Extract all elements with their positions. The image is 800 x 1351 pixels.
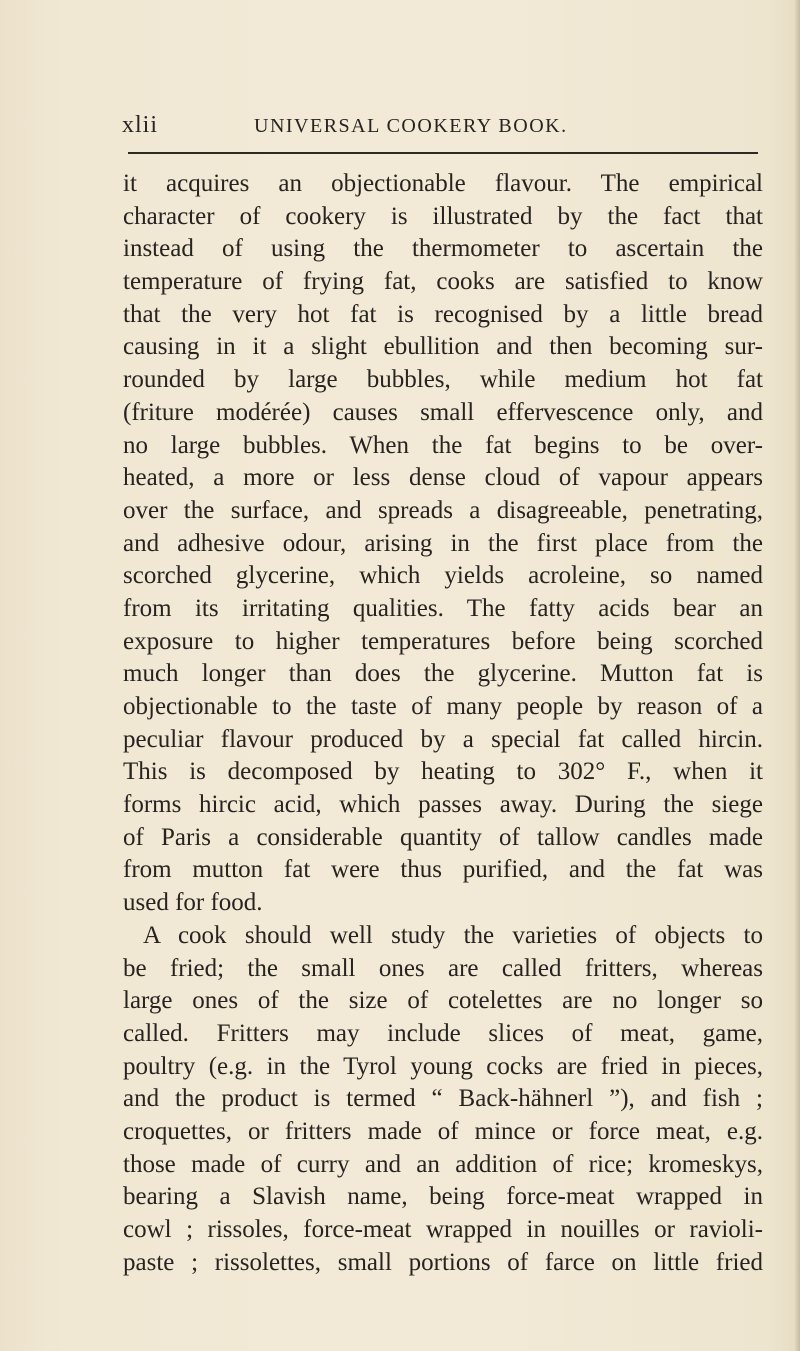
text-line: and the product is termed “ Back-hähnerl ”), and fish ; [123, 1085, 763, 1113]
text-line: called. Fritters may include slices of meat, game, [123, 1019, 763, 1047]
text-line: scorched glycerine, which yields acroleine, so named [123, 562, 763, 590]
header-rule [128, 152, 758, 154]
text-line: rounded by large bubbles, while medium hot fat [123, 366, 763, 394]
text-line: over the surface, and spreads a disagreeable, penetrating, [123, 496, 763, 524]
text-line: from its irritating qualities. The fatty acids bear an [123, 594, 763, 622]
text-line: paste ; rissolettes, small portions of farce on little fried [123, 1248, 763, 1276]
text-line: exposure to higher temperatures before being scorched [123, 627, 763, 655]
text-line: bearing a Slavish name, being force-meat wrapped in [123, 1183, 763, 1211]
page-edge-shadow [794, 0, 800, 1351]
text-line: objectionable to the taste of many people by reason of a [123, 693, 763, 720]
text-line: croquettes, or fritters made of mince or force meat, e.g. [123, 1117, 763, 1145]
text-line: character of cookery is illustrated by the fact that [123, 202, 763, 230]
text-line: A cook should well study the varieties of objects to [143, 921, 763, 949]
text-line: peculiar flavour produced by a special fat called hircin. [123, 725, 763, 753]
text-line: large ones of the size of cotelettes are no longer so [123, 987, 763, 1015]
text-line: that the very hot fat is recognised by a little bread [123, 300, 763, 328]
text-line: be fried; the small ones are called fritters, whereas [123, 954, 763, 982]
page-number: xlii [122, 112, 159, 138]
text-line: cowl ; rissoles, force-meat wrapped in nouilles or ravioli- [123, 1216, 763, 1243]
text-line: used for food. [123, 889, 263, 917]
text-line: temperature of frying fat, cooks are satisfied to know [123, 268, 763, 296]
text-line: causing in it a slight ebullition and then becoming sur- [123, 333, 763, 361]
text-line: and adhesive odour, arising in the first place from the [123, 529, 763, 557]
text-line: (friture modérée) causes small effervescence only, and [123, 398, 763, 426]
text-line: instead of using the thermometer to ascertain the [123, 235, 763, 263]
body-text [123, 168, 763, 1279]
text-line: much longer than does the glycerine. Mutton fat is [123, 660, 763, 688]
text-line: from mutton fat were thus purified, and the fat was [123, 856, 763, 884]
running-title: UNIVERSAL COOKERY BOOK. [254, 115, 568, 137]
text-line: heated, a more or less dense cloud of vapour appears [123, 464, 763, 492]
text-line: it acquires an objectionable flavour. The empirical [123, 170, 763, 197]
text-line: This is decomposed by heating to 302° F., when it [123, 758, 763, 786]
text-line: poultry (e.g. in the Tyrol young cocks are fried in pieces, [123, 1052, 763, 1080]
text-line: forms hircic acid, which passes away. During the siege [123, 791, 763, 819]
text-line: those made of curry and an addition of rice; kromeskys, [123, 1150, 763, 1178]
text-line: of Paris a considerable quantity of tallow candles made [123, 823, 763, 851]
page-header [122, 112, 762, 142]
text-line: no large bubbles. When the fat begins to be over- [123, 431, 763, 459]
